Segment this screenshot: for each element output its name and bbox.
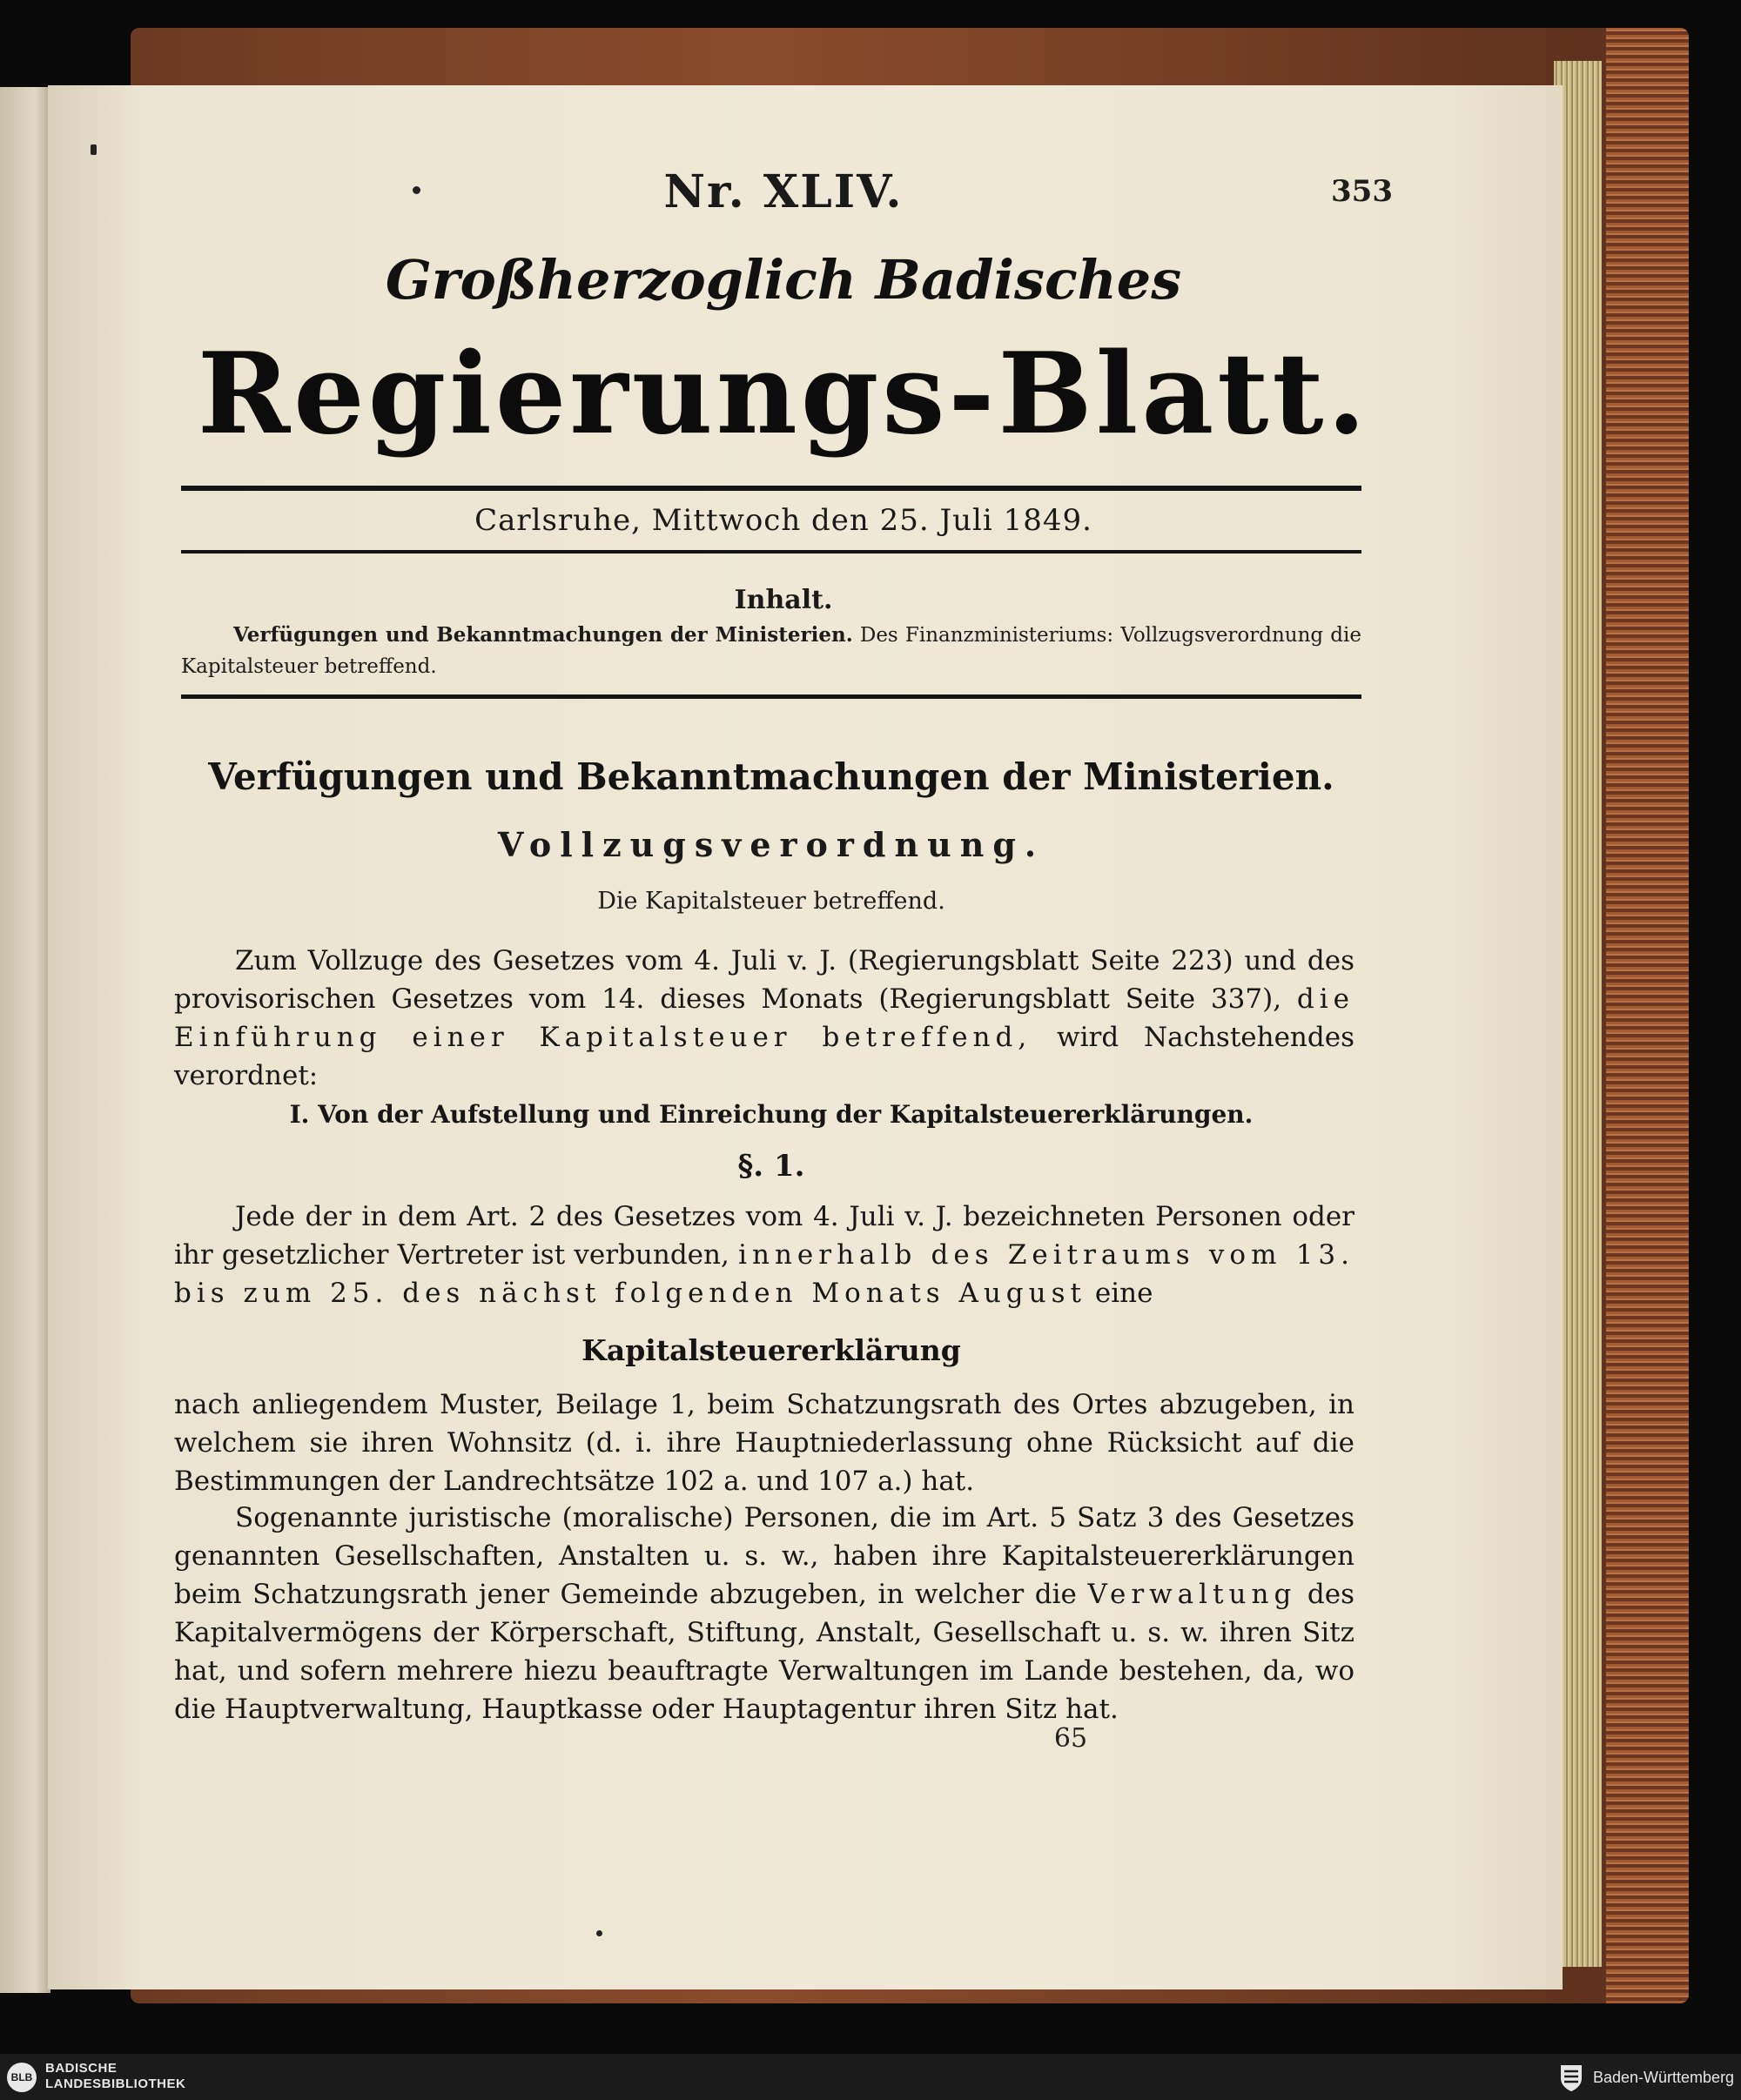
blb-logo-icon[interactable]: BLB: [7, 2063, 37, 2092]
coat-of-arms-icon[interactable]: [1558, 2063, 1584, 2092]
masthead-rule: [181, 486, 1361, 491]
paragraph-1-emphasis: innerhalb des Zeitraums vom 13. bis zum 25. des nächst folgenden Monats August: [174, 1239, 1354, 1309]
page-speck: [596, 1930, 602, 1936]
date-rule: [181, 550, 1361, 554]
contents-detail: Des Finanzministeriums: Vollzugsverordnung die Kapitalsteuer betreffend.: [181, 624, 1361, 678]
library-name-line1: BADISCHE: [45, 2061, 118, 2076]
paragraph-1-end: eine: [1094, 1278, 1153, 1309]
masthead-subtitle: Großherzoglich Badisches: [385, 248, 1182, 312]
page-speck: [413, 186, 420, 194]
chapter-heading: I. Von der Aufstellung und Einreichung der Kapitalsteuererklärungen.: [289, 1100, 1254, 1129]
paragraph-1-continued: [174, 1385, 1354, 1500]
page-number: 353: [1331, 174, 1393, 209]
facing-page-edge: [0, 87, 50, 1993]
contents-text: [181, 620, 1361, 682]
page-speck: [91, 144, 97, 155]
section-heading: Verfügungen und Bekanntmachungen der Ministerien.: [208, 755, 1334, 798]
paragraph-1-text: Jede der in dem Art. 2 des Gesetzes vom 4. Juli v. J. bezeichneten Personen oder ihr gesetzlicher Vertreter ist verbunden,: [174, 1201, 1354, 1271]
intro-text: Zum Vollzuge des Gesetzes vom 4. Juli v. J. (Regierungsblatt Seite 223) und des provisorischen Gesetzes vom 14. dieses Monats (Regierungsblatt Seite 337),: [174, 945, 1354, 1015]
intro-paragraph: [174, 942, 1354, 1095]
paragraph-sign: §. 1.: [737, 1149, 805, 1184]
library-name-line2: LANDESBIBLIOTHEK: [45, 2077, 186, 2091]
footer-bar: [0, 2054, 1741, 2100]
masthead-title: Regierungs-Blatt.: [197, 329, 1370, 460]
state-name: Baden-Württemberg: [1593, 2069, 1735, 2086]
paragraph-2-text: Sogenannte juristische (moralische) Personen, die im Art. 5 Satz 3 des Gesetzes genannten Gesellschaften, Anstalten u. s. w., haben ihre Kapitalsteuererklärungen beim Schatzungsrath jener Gemeinde abzugeben, in welcher die: [174, 1502, 1354, 1610]
date-line: Carlsruhe, Mittwoch den 25. Juli 1849.: [474, 503, 1092, 538]
signature-mark: 65: [1053, 1723, 1088, 1754]
paragraph-2-end: des Kapitalvermögens der Körperschaft, Stiftung, Anstalt, Gesellschaft u. s. w. ihren Sitz hat, und sofern mehrere hiezu beauftragte Verwaltungen im Lande bestehen, da, wo die Hauptverwaltung, Hauptkasse oder Hauptagentur ihren Sitz hat.: [174, 1579, 1354, 1725]
issue-number: Nr. XLIV.: [663, 165, 904, 218]
paragraph-1: [174, 1198, 1354, 1312]
intro-text-end: wird Nachstehendes verordnet:: [174, 1022, 1354, 1091]
paragraph-2-emphasis: Verwaltung: [1087, 1579, 1297, 1610]
paragraph-2: [174, 1499, 1354, 1728]
decree-subtitle: Die Kapitalsteuer betreffend.: [597, 888, 945, 915]
decree-title: Vollzugsverordnung.: [497, 825, 1045, 864]
intro-emphasis: die Einführung einer Kapitalsteuer betreffend,: [174, 983, 1354, 1053]
contents-heading: Inhalt.: [734, 585, 833, 615]
paragraph-1-continued-text: nach anliegendem Muster, Beilage 1, beim Schatzungsrath des Ortes abzugeben, in welchem sie ihren Wohnsitz (d. i. ihre Hauptniederlassung ohne Rücksicht auf die Bestimmungen der Landrechtsätze 102 a. und 107 a.) hat.: [174, 1389, 1354, 1497]
form-name: Kapitalsteuererklärung: [581, 1333, 961, 1367]
contents-lead: Verfügungen und Bekanntmachungen der Ministerien.: [233, 623, 853, 647]
library-name: [45, 2061, 185, 2092]
contents-rule: [181, 694, 1361, 699]
